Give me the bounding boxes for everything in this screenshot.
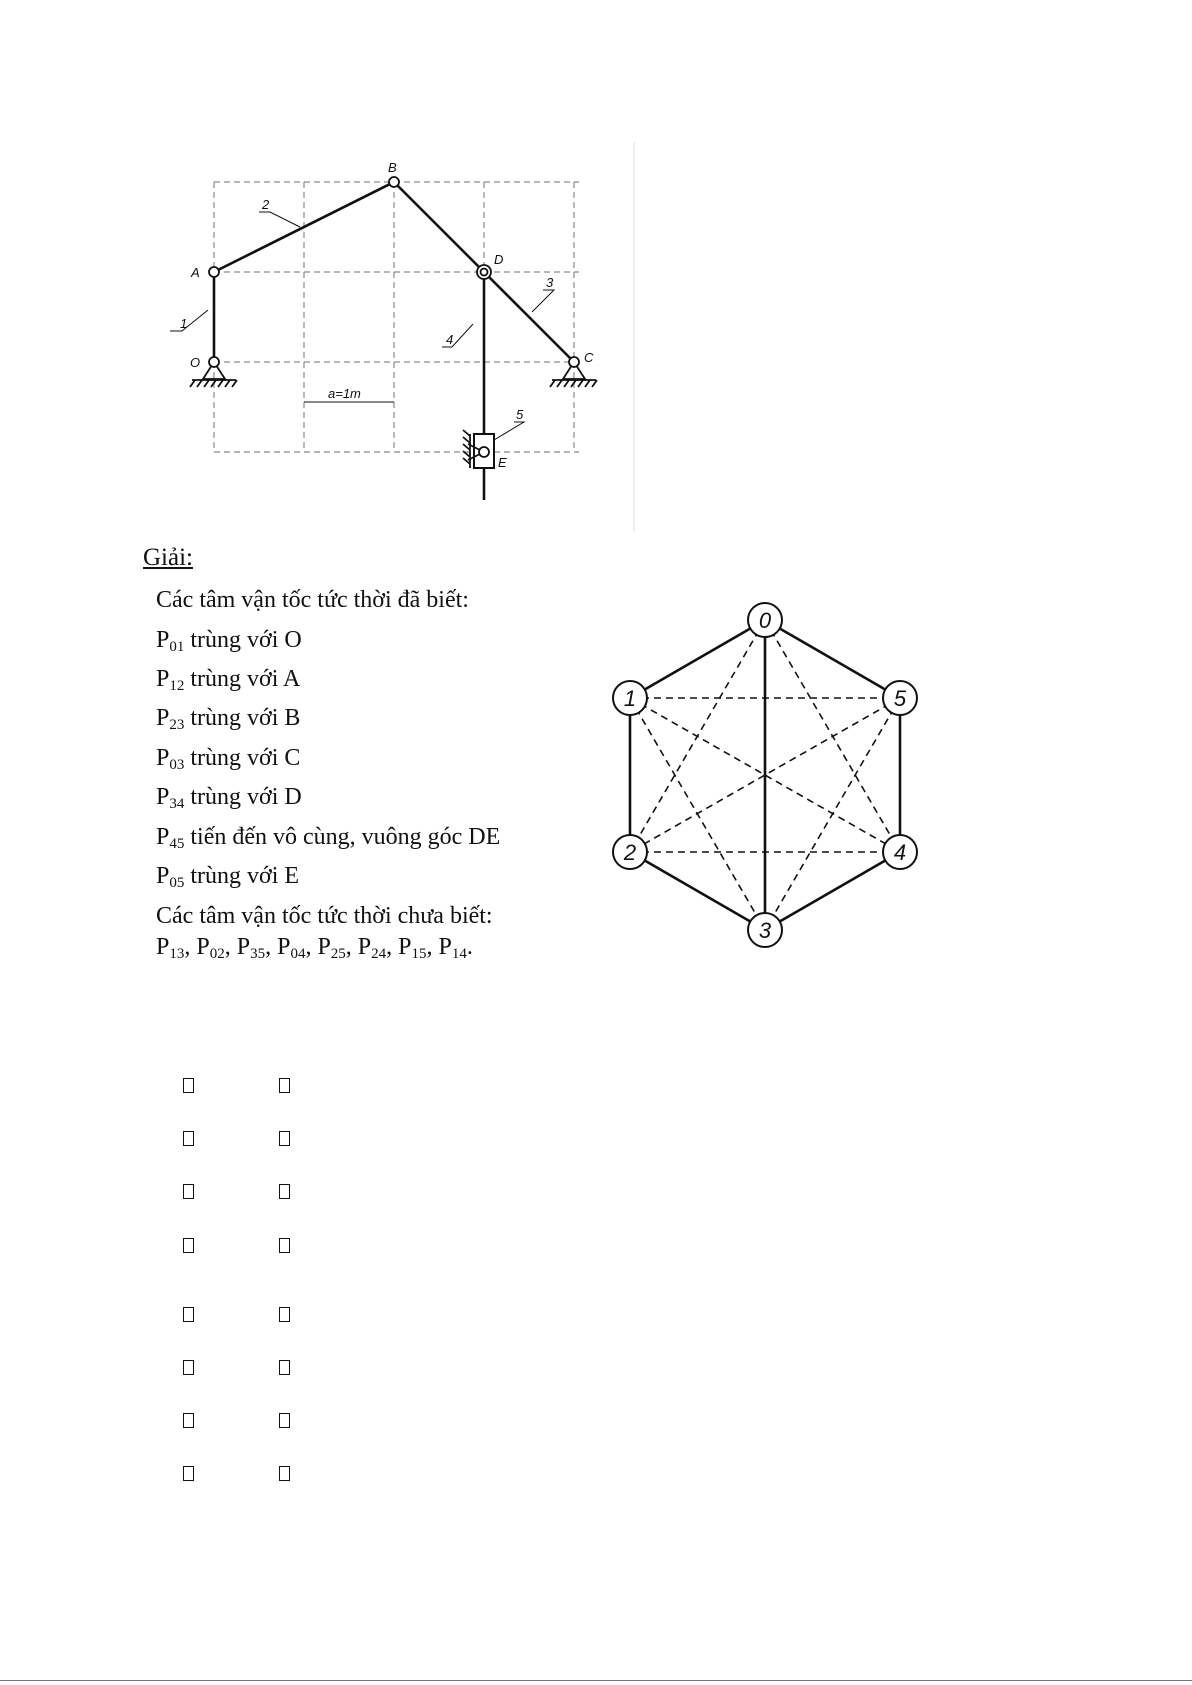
label-D: D bbox=[494, 252, 504, 267]
node-label-2: 2 bbox=[623, 840, 637, 865]
label-dimension: a=1m bbox=[328, 386, 361, 401]
label-link-3: 3 bbox=[546, 275, 554, 290]
known-center-item: $P_{01}$ trùng với O bbox=[156, 627, 302, 655]
joint-B bbox=[389, 177, 399, 187]
solution-heading: Giải: bbox=[143, 544, 193, 571]
joint-C bbox=[569, 357, 579, 367]
joint-E bbox=[479, 447, 489, 457]
known-center-item: $P_{34}$ trùng với D bbox=[156, 784, 302, 812]
known-center-item: $P_{05}$ trùng với E bbox=[156, 863, 300, 891]
leader-lines bbox=[170, 212, 554, 440]
node-label-1: 1 bbox=[623, 686, 637, 711]
node-label-0: 0 bbox=[758, 608, 772, 633]
label-B: B bbox=[388, 160, 397, 175]
node-label-5: 5 bbox=[893, 686, 907, 711]
unknown-centers-title: Các tâm vận tốc tức thời chưa biết: bbox=[156, 903, 493, 929]
missing-glyph-box bbox=[279, 1360, 290, 1375]
known-center-item: $P_{45}$ tiến đến vô cùng, vuông góc DE bbox=[156, 824, 501, 852]
label-link-4: 4 bbox=[446, 332, 454, 347]
missing-glyph-box bbox=[183, 1360, 194, 1375]
joint-D-inner bbox=[481, 269, 488, 276]
missing-glyph-box bbox=[279, 1466, 290, 1481]
dashed-grid bbox=[214, 182, 579, 452]
label-link-1: 1 bbox=[180, 316, 188, 331]
missing-glyph-box bbox=[183, 1307, 194, 1322]
missing-glyph-box bbox=[279, 1078, 290, 1093]
missing-glyph-box bbox=[183, 1466, 194, 1481]
known-center-item: $P_{12}$ trùng với A bbox=[156, 666, 301, 694]
node-label-4: 4 bbox=[893, 840, 907, 865]
joint-A bbox=[209, 267, 219, 277]
label-C: C bbox=[584, 350, 594, 365]
label-link-5: 5 bbox=[516, 407, 524, 422]
missing-glyph-box bbox=[183, 1184, 194, 1199]
missing-glyph-box bbox=[279, 1238, 290, 1253]
missing-glyph-box bbox=[183, 1413, 194, 1428]
page-bottom-rule bbox=[0, 1680, 1192, 1681]
label-A: A bbox=[191, 265, 200, 280]
joint-O bbox=[209, 357, 219, 367]
missing-glyph-box bbox=[183, 1078, 194, 1093]
missing-glyph-box bbox=[183, 1238, 194, 1253]
known-center-item: $P_{23}$ trùng với B bbox=[156, 705, 301, 733]
known-centers-title: Các tâm vận tốc tức thời đã biết: bbox=[156, 587, 469, 613]
instant-center-graph bbox=[600, 590, 930, 950]
node-label-3: 3 bbox=[758, 918, 772, 943]
missing-glyph-box bbox=[279, 1307, 290, 1322]
slider-E bbox=[463, 430, 494, 468]
label-O: O bbox=[190, 355, 201, 370]
missing-glyph-box bbox=[279, 1184, 290, 1199]
label-E: E bbox=[498, 455, 507, 470]
graph-solid-edges bbox=[630, 620, 900, 930]
unknown-centers-list: $P_{13}$, $P_{02}$, $P_{35}$, $P_{04}$, $P_{25}$, $P_{24}$, $P_{15}$, $P_{14}$. bbox=[156, 934, 473, 962]
missing-glyph-box bbox=[183, 1131, 194, 1146]
label-link-2: 2 bbox=[262, 197, 270, 212]
known-center-item: $P_{03}$ trùng với C bbox=[156, 745, 301, 773]
mechanism-figure bbox=[146, 142, 646, 532]
missing-glyph-box bbox=[279, 1413, 290, 1428]
missing-glyph-box bbox=[279, 1131, 290, 1146]
